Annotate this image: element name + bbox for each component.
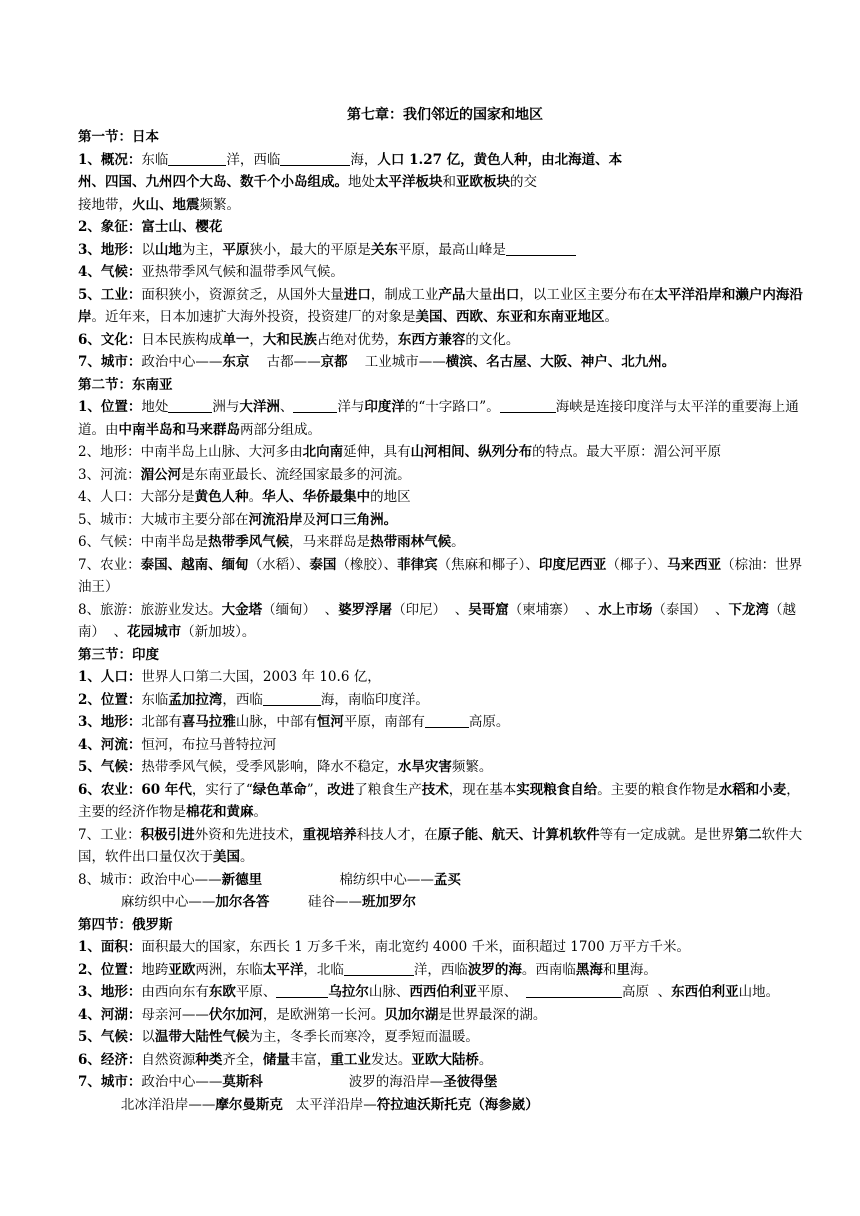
text: 8、城市：政治中心—— [78, 871, 222, 888]
bold-text: 7、城市： [78, 1074, 142, 1090]
list-item [78, 441, 812, 464]
text: 和 [442, 174, 456, 190]
bold-text: 5、工业： [78, 286, 142, 303]
text: 面积狭小，资源贫乏，从国外大量 [141, 286, 344, 303]
bold-text: 棉花和黄麻 [186, 804, 254, 820]
bold-text: 横滨、名古屋、大阪、神户、北九州。 [445, 354, 676, 370]
bold-text: 京都 [320, 354, 348, 370]
text: 平原，最高山峰是 [397, 241, 506, 258]
bold-text: 1、概况： [78, 151, 142, 168]
text: 等有一定成就。是世界 [599, 826, 735, 843]
bold-text: 孟买 [433, 871, 461, 888]
text: 海，南临印度洋。 [320, 691, 429, 708]
bold-text: 人口 1.27 亿，黄色人种，由北海道、本 [377, 151, 623, 168]
bold-text: 贝加尔湖 [384, 1006, 439, 1023]
bold-text: 泰国、越南、缅甸 [140, 556, 249, 573]
bold-text: 中南半岛和马来群岛 [118, 421, 240, 438]
text: （橡胶）、 [336, 556, 398, 573]
bold-text: 平原 [222, 241, 250, 258]
text: 热带季风气候，受季风影响，降水不稳定， [141, 759, 398, 775]
text: 工业城市—— [347, 354, 446, 370]
text: 山脉，中部有 [235, 714, 317, 730]
bold-text: 第二 [734, 826, 762, 843]
bold-text: 热带雨林气候 [370, 534, 452, 550]
bold-text: 婆罗浮屠 [338, 601, 393, 618]
list-item [78, 531, 812, 554]
text: （水稻）、 [248, 556, 310, 573]
list-item [78, 734, 812, 757]
list-item [78, 149, 812, 217]
bold-text: 东西方兼容 [397, 331, 466, 348]
bold-text: 大和民族 [262, 331, 317, 348]
bold-text: 喜马拉雅 [181, 714, 236, 730]
fill-in-blank [506, 241, 576, 256]
text: 4、人口：大部分是 [78, 489, 195, 505]
bold-text: 莫斯科 [222, 1074, 263, 1090]
text: 的文化。 [465, 331, 520, 348]
text: 科技人才，在 [356, 826, 438, 843]
list-item [78, 329, 812, 352]
text: 。 [478, 1051, 493, 1068]
text: 以 [141, 241, 155, 258]
list-item [78, 599, 812, 644]
text: 频繁。 [199, 196, 240, 213]
text: 政治中心—— [141, 1074, 223, 1090]
fill-in-blank [344, 961, 414, 976]
text: 北部有 [141, 714, 182, 730]
list-item [78, 1004, 812, 1027]
bold-text: 2、象征： [78, 219, 142, 235]
text: 太平洋沿岸— [282, 1096, 377, 1113]
text: 北冰洋沿岸—— [78, 1096, 216, 1113]
bold-text: 温带大陆性气候 [154, 1029, 250, 1045]
bold-text: 西西伯利亚 [409, 984, 477, 1000]
text: 的交 [510, 174, 537, 190]
bold-text: 产品 [438, 286, 466, 303]
bold-text: 1、位置： [78, 399, 142, 415]
bold-text: 黄色人种 [194, 489, 249, 505]
bold-text: 6、文化： [78, 331, 142, 348]
bold-text: 东京 [222, 354, 250, 370]
text: 的地区 [370, 489, 411, 505]
text: （椰子）、 [606, 556, 668, 573]
text: 硅谷—— [269, 894, 363, 910]
list-item [78, 239, 812, 262]
text: ，以工业区主要分布在 [519, 286, 655, 303]
text: 两部分组成。 [240, 421, 321, 438]
text: （缅甸） 、 [262, 601, 339, 618]
list-item [78, 666, 812, 689]
text: 古都—— [249, 354, 321, 370]
text: 亚热带季风气候和温带季风气候。 [141, 264, 344, 280]
text: ，马来群岛是 [289, 534, 371, 550]
bold-text: 亚欧板块 [456, 174, 510, 190]
bold-text: 技术 [421, 781, 449, 798]
text: 。 [253, 804, 267, 820]
text: （越南） 、 [78, 601, 796, 640]
text: 7、农业： [78, 556, 141, 573]
bold-text: 伏尔加河 [208, 1006, 263, 1023]
list-item [78, 486, 812, 509]
text: 狭小，最大的平原是 [249, 241, 371, 258]
bold-text: 黑海 [575, 961, 603, 978]
text: 2、地形：中南半岛上山脉、大河多由 [78, 444, 303, 460]
bold-text: 圣彼得堡 [443, 1074, 498, 1090]
text: ，是欧洲第一长河。 [262, 1006, 385, 1023]
bold-text: 湄公河 [140, 466, 182, 483]
text: 及 [302, 511, 317, 528]
bold-text: 波罗的海 [467, 961, 522, 978]
bold-text: 3、地形： [78, 714, 142, 730]
fill-in-blank [425, 713, 469, 728]
bold-text: 州、四国、九州四个大岛、数千个小岛组成。 [78, 174, 348, 190]
bold-text: 太平洋板块 [375, 174, 443, 190]
fill-in-blank [168, 398, 212, 413]
bold-text: 水上市场 [598, 601, 653, 618]
section-heading: 第一节：日本 [78, 129, 159, 145]
bold-text: 进口 [343, 286, 371, 303]
text: 。西南临 [521, 961, 576, 978]
text: 频繁。 [451, 759, 493, 775]
bold-text: 2、位置： [78, 961, 142, 978]
text: 的特点。最大平原：湄公河平原 [532, 444, 722, 460]
fill-in-blank [526, 983, 622, 998]
text: 大量 [465, 286, 493, 303]
bold-text: 种类 [195, 1051, 223, 1068]
bold-text: 重工业 [330, 1051, 371, 1068]
text: 软件大国，软件出口量仅次于 [78, 826, 803, 865]
text: 占绝对优势， [316, 331, 398, 348]
fill-in-blank [293, 398, 337, 413]
text: 。 [451, 534, 465, 550]
text: 世界人口第二大国，2003 年 10.6 亿， [141, 669, 381, 685]
text: （印尼） 、 [392, 601, 469, 618]
text: 麻纺织中心—— [78, 894, 216, 910]
text: ， [249, 331, 263, 348]
fill-in-blank [500, 398, 556, 413]
section-heading: 第二节：东南亚 [78, 376, 173, 393]
text: 平原，南部有 [343, 714, 425, 730]
list-item [78, 779, 812, 824]
text: 东临 [141, 151, 169, 168]
document-page [78, 104, 812, 1116]
bold-text: 1、面积： [78, 939, 142, 955]
fill-in-blank [280, 151, 350, 166]
text: 8、旅游：旅游业发达。 [78, 601, 222, 618]
bold-text: 出口 [492, 286, 520, 303]
text: 恒河，布拉马普特拉河 [141, 736, 277, 753]
text: 政治中心—— [141, 354, 223, 370]
text: 为主， [181, 241, 223, 258]
text: 自然资源 [141, 1051, 196, 1068]
bold-text: 北向南 [302, 444, 344, 460]
bold-text: 河流沿岸 [248, 511, 303, 528]
bold-text: 实现粮食自给 [516, 781, 598, 798]
section-heading: 第四节：俄罗斯 [78, 916, 173, 933]
bold-text: 印度洋 [364, 399, 405, 415]
text: ，北临 [303, 961, 344, 978]
bold-text: 美国 [213, 849, 240, 865]
bold-text: 4、河湖： [78, 1006, 142, 1023]
text: 5、城市：大城市主要分部在 [78, 511, 249, 528]
text: 海峡是连接印度洋与太平洋的重要海上通道。由 [78, 399, 799, 438]
bold-text: 花园城市 [127, 624, 182, 640]
text: ，制成工业 [370, 286, 439, 303]
text: 海， [350, 151, 378, 168]
bold-text: 6、农业：60 年代 [78, 781, 192, 798]
bold-text: 改进 [327, 781, 355, 798]
list-item [78, 936, 812, 959]
text: 。 [604, 309, 618, 325]
bold-text: 亚欧大陆桥 [411, 1051, 479, 1068]
bold-text: 下龙湾 [728, 601, 769, 618]
text: （泰国） 、 [652, 601, 729, 618]
text: 山脉、 [368, 984, 410, 1000]
text: 为主，冬季长而寒冷，夏季短而温暖。 [249, 1029, 479, 1045]
text: （新加坡）。 [181, 624, 256, 640]
text: 地处 [348, 174, 375, 190]
text: 平原、 [476, 984, 526, 1000]
text: 。近年来，日本加速扩大海外投资，投资建厂的对象是 [91, 309, 416, 325]
text: 平原、 [235, 984, 277, 1000]
text: 以 [141, 1029, 155, 1045]
list-item [78, 351, 812, 374]
text: 洋，西临 [226, 151, 281, 168]
text: 接地带， [78, 196, 132, 213]
bold-text: 绿色革命 [252, 781, 307, 798]
list-item [78, 711, 812, 734]
bold-text: 亚欧 [168, 961, 196, 978]
list-item [78, 1026, 812, 1049]
text: 6、气候：中南半岛是 [78, 534, 209, 550]
bold-text: 泰国 [309, 556, 337, 573]
list-item [78, 756, 812, 779]
bold-text: 恒河 [316, 714, 344, 730]
text: 波罗的海沿岸— [262, 1074, 444, 1090]
bold-text: 原子能、航天、计算机软件 [437, 826, 600, 843]
text: 东临 [141, 691, 169, 708]
text: 和 [602, 961, 617, 978]
text: 地处 [141, 399, 169, 415]
bold-text: 大洋洲 [239, 399, 280, 415]
text: ，西临 [222, 691, 263, 708]
bold-text: 太平洋沿岸和濑户内海沿岸 [78, 286, 803, 325]
text: 了粮食生产 [354, 781, 422, 798]
bold-text: 水稻和小麦 [718, 781, 787, 798]
bold-text: 马来西亚 [667, 556, 722, 573]
bold-text: 热带季风气候 [208, 534, 290, 550]
bold-text: 5、气候： [78, 1029, 142, 1045]
bold-text: 美国、西欧、东亚和东南亚地区 [415, 309, 605, 325]
bold-text: 关东 [370, 241, 398, 258]
chapter-title: 第七章：我们邻近的国家和地区 [347, 107, 543, 123]
bold-text: 太平洋 [262, 961, 304, 978]
bold-text: 摩尔曼斯克 [215, 1096, 283, 1113]
text: 是世界最深的湖。 [438, 1006, 547, 1023]
bold-text: 菲律宾 [397, 556, 438, 573]
bold-text: 山河相间、纵列分布 [410, 444, 533, 460]
text: 由西向东有 [141, 984, 209, 1000]
text: ，实行了“ [191, 781, 253, 798]
bold-text: 3、地形： [78, 241, 142, 258]
bold-text: 富士山、樱花 [141, 219, 223, 235]
text: 7、工业： [78, 826, 141, 843]
text: ，现在基本 [448, 781, 517, 798]
list-item [78, 554, 812, 599]
bold-text: 积极引进 [140, 826, 195, 843]
text: 3、河流： [78, 466, 141, 483]
bold-text: 大金塔 [221, 601, 263, 618]
text: 外资和先进技术， [194, 826, 303, 843]
list-item [78, 981, 812, 1004]
list-item [78, 509, 812, 532]
text: 高原 、 [622, 984, 672, 1000]
text: 是东南亚最长、流经国家最多的河流。 [181, 466, 411, 483]
fill-in-blank [276, 983, 328, 998]
text: 地跨 [141, 961, 169, 978]
fill-in-blank [263, 691, 321, 706]
list-item [78, 396, 812, 441]
bold-text: 火山、地震 [132, 196, 200, 213]
list-item [78, 284, 812, 329]
list-item [78, 464, 812, 487]
bold-text: 里 [616, 961, 630, 978]
text: 丰富， [289, 1051, 331, 1068]
bold-text: 6、经济： [78, 1051, 142, 1068]
bold-text: 新德里 [221, 871, 263, 888]
bold-text: 5、气候： [78, 759, 142, 775]
chapter-body [78, 126, 812, 1116]
bold-text: 重视培养 [302, 826, 357, 843]
list-item [78, 959, 812, 982]
text: （棕油：世界油王） [78, 556, 803, 595]
text: 海。 [629, 961, 657, 978]
bold-text: 2、位置： [78, 691, 142, 708]
bold-text: 加尔各答 [215, 894, 270, 910]
text: 齐全， [222, 1051, 263, 1068]
list-item [78, 1049, 812, 1072]
text: 日本民族构成 [141, 331, 223, 348]
bold-text: 7、城市： [78, 354, 142, 370]
list-item [78, 261, 812, 284]
list-item [78, 869, 812, 914]
list-item [78, 1071, 812, 1116]
bold-text: 班加罗尔 [362, 894, 417, 910]
bold-text: 山地 [154, 241, 182, 258]
list-item [78, 216, 812, 239]
bold-text: 单一 [222, 331, 250, 348]
bold-text: 华人、华侨最集中 [262, 489, 371, 505]
bold-text: 3、地形： [78, 984, 142, 1000]
text: （焦麻和椰子）、 [437, 556, 539, 573]
bold-text: 水旱灾害 [397, 759, 452, 775]
fill-in-blank [168, 151, 226, 166]
text: ，主要的经济作物是 [78, 781, 800, 820]
bold-text: 东西伯利亚 [671, 984, 739, 1000]
text: 棉纺织中心—— [262, 871, 434, 888]
text: 、 [279, 399, 294, 415]
text: 延伸，具有 [343, 444, 411, 460]
list-item [78, 689, 812, 712]
text: 面积最大的国家，东西长 1 万多千米，南北宽约 4000 千米，面积超过 1700 万平方千米。 [141, 939, 690, 955]
text: 山地。 [738, 984, 780, 1000]
text: 。主要的粮食作物是 [597, 781, 719, 798]
list-item [78, 824, 812, 869]
bold-text: 4、河流： [78, 736, 142, 753]
text: （柬埔寨） 、 [508, 601, 599, 618]
text: 发达。 [370, 1051, 412, 1068]
bold-text: 乌拉尔 [328, 984, 369, 1000]
bold-text: 4、气候： [78, 264, 142, 280]
text: 。 [248, 489, 263, 505]
text: 洲与 [212, 399, 240, 415]
text: ”， [306, 781, 328, 798]
text: 洋，西临 [413, 961, 468, 978]
bold-text: 1、人口： [78, 669, 142, 685]
bold-text: 印度尼西亚 [538, 556, 607, 573]
bold-text: 储量 [262, 1051, 290, 1068]
text: 洋与 [337, 399, 365, 415]
bold-text: 吴哥窟 [468, 601, 509, 618]
bold-text: 东欧 [208, 984, 236, 1000]
bold-text: 孟加拉湾 [168, 691, 223, 708]
text: 的“十字路口”。 [404, 399, 500, 415]
bold-text: 河口三角洲。 [316, 511, 398, 528]
section-heading: 第三节：印度 [78, 646, 159, 663]
bold-text: 符拉迪沃斯托克（海参崴） [376, 1096, 539, 1113]
text: 两洲，东临 [195, 961, 263, 978]
text: 母亲河—— [141, 1006, 209, 1023]
text: 。 [240, 849, 254, 865]
text: 高原。 [468, 714, 510, 730]
